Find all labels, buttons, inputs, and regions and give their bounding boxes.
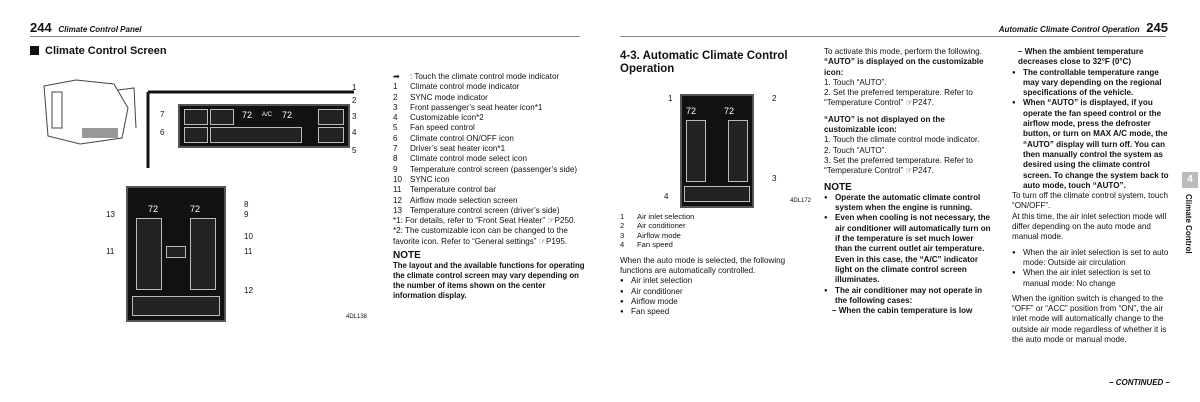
legend-text: Driver’s seat heater icon*1 bbox=[410, 144, 506, 154]
note-sub: – When the cabin temperature is low bbox=[832, 306, 973, 316]
legend-text: Fan speed bbox=[637, 240, 673, 250]
mode-indicator: A/C bbox=[262, 112, 273, 118]
callout-3: 3 bbox=[772, 174, 777, 183]
legend-text: Climate control mode select icon bbox=[410, 154, 527, 164]
climate-screen-auto bbox=[680, 94, 754, 208]
callout-11-left: 11 bbox=[106, 247, 115, 256]
bullet-item bbox=[1012, 248, 1170, 269]
bullet-item bbox=[824, 286, 992, 307]
legend-text: SYNC mode indicator bbox=[410, 92, 488, 102]
header-title: Climate Control Panel bbox=[58, 25, 142, 34]
callout-2: 2 bbox=[352, 96, 357, 105]
bullet-item bbox=[620, 307, 812, 317]
step: 2. Set the preferred temperature. Refer to “Temperature Control” ☞P247. bbox=[824, 88, 973, 108]
case2-steps bbox=[824, 135, 992, 176]
legend-intro: ➡ : Touch the climate control mode indicator bbox=[393, 72, 560, 81]
inlet-items bbox=[1012, 248, 1170, 289]
legend-number: 10 bbox=[393, 174, 403, 184]
bullet-text: The air conditioner may not operate in the following cases: bbox=[835, 285, 983, 305]
right-column bbox=[1012, 47, 1170, 345]
bullet-icon: ● bbox=[1012, 249, 1016, 256]
header-rule bbox=[620, 36, 1166, 37]
right-header bbox=[999, 20, 1168, 35]
step: *2: The customizable icon can be changed to the favorite icon. Refer to “General settings” ☞P195. bbox=[393, 226, 568, 246]
case1-steps bbox=[824, 78, 992, 109]
callout-2: 2 bbox=[772, 94, 777, 103]
bullet-icon: ● bbox=[1012, 100, 1016, 107]
temp-bar-left[interactable] bbox=[686, 120, 706, 182]
legend-item bbox=[393, 196, 586, 206]
legend-item bbox=[393, 175, 586, 185]
legend-item bbox=[620, 231, 812, 240]
bullet-text: When the air inlet selection is set to auto mode: Outside air circulation bbox=[1023, 247, 1169, 267]
bullet-icon: ● bbox=[1012, 270, 1016, 277]
bullet-item bbox=[824, 193, 992, 214]
bullet-item bbox=[1012, 268, 1170, 289]
step: 2. Touch “AUTO”. bbox=[824, 145, 887, 155]
bullet-icon: ● bbox=[1012, 69, 1016, 76]
callout-10: 10 bbox=[244, 232, 253, 241]
note-sub: – When the ambient temperature decreases close to 32°F (0°C) bbox=[1018, 47, 1144, 67]
section-title: 4-3. Automatic Climate Control Operation bbox=[620, 50, 788, 75]
chapter-number: 4 bbox=[1182, 172, 1198, 188]
bullet-text: Operate the automatic climate control system when the engine is running. bbox=[835, 192, 981, 213]
temp-left: 72 bbox=[242, 110, 253, 120]
step: 1. Touch the climate control mode indicator. bbox=[824, 135, 980, 145]
legend-number: 3 bbox=[620, 230, 625, 240]
legend-text: SYNC icon bbox=[410, 174, 450, 184]
legend-number: 3 bbox=[393, 102, 398, 112]
callout-12: 12 bbox=[244, 286, 253, 295]
legend-text: Temperature control screen (driver’s side) bbox=[410, 205, 560, 215]
callout-8: 8 bbox=[244, 200, 249, 209]
temp-right: 72 bbox=[282, 110, 293, 120]
figure-legend bbox=[620, 212, 812, 250]
legend-item bbox=[620, 212, 812, 221]
legend-item bbox=[393, 206, 586, 216]
bullet-item bbox=[1012, 98, 1170, 191]
legend-number: 8 bbox=[393, 154, 398, 164]
legend-text: Temperature control bar bbox=[410, 185, 496, 195]
legend-text: Airflow mode selection screen bbox=[410, 195, 518, 205]
legend-item bbox=[393, 144, 586, 154]
legend-number: 12 bbox=[393, 195, 403, 205]
bullet-text: Air conditioner bbox=[631, 286, 683, 296]
climate-screen-top bbox=[178, 104, 350, 148]
col3-items bbox=[1012, 68, 1170, 192]
customizable-icon[interactable] bbox=[318, 127, 344, 143]
temp-right: 72 bbox=[724, 106, 735, 116]
bullet-text: When “AUTO” is displayed, if you operate the fan speed control or the airflow mode, press the defroster button, or turn on MAX A/C mode, the “AUTO” display will turn off. You can then manually control the system as desired using the climate control screen. To change the system back to auto mode, touch “AUTO”. bbox=[1023, 98, 1169, 190]
callout-7: 7 bbox=[160, 110, 165, 119]
legend-item bbox=[393, 93, 586, 103]
callout-6: 6 bbox=[160, 128, 165, 137]
legend-text: Temperature control screen (passenger’s side) bbox=[410, 164, 578, 174]
bullet-text: When the air inlet selection is set to manual mode: No change bbox=[1023, 268, 1151, 288]
bullet-icon: ● bbox=[824, 194, 828, 201]
legend-item bbox=[393, 103, 586, 113]
bullet-text: The controllable temperature range may vary depending on the regional specifications of the vehicle. bbox=[1023, 67, 1162, 98]
legend-number: 1 bbox=[393, 82, 398, 92]
chapter-tab[interactable] bbox=[1182, 172, 1198, 292]
seat-heater-passenger-icon[interactable] bbox=[318, 109, 344, 125]
legend-item bbox=[393, 154, 586, 164]
legend-item bbox=[620, 221, 812, 230]
bullet-text: Fan speed bbox=[631, 307, 670, 317]
legend-number: 11 bbox=[393, 185, 402, 195]
page-number: 244 bbox=[30, 20, 52, 35]
seat-heater-driver-icon[interactable] bbox=[184, 109, 208, 125]
case2-heading: “AUTO” is not displayed on the customizable icon: bbox=[824, 114, 945, 135]
ignition-text: When the ignition switch is changed to the “OFF” or “ACC” position from “ON”, the air inlet mode will automatically change to the outside air mode regardless of whether it is the auto mode or manual mode. bbox=[1012, 293, 1167, 345]
legend-text: Customizable icon*2 bbox=[410, 113, 484, 123]
arrow-icon: ➡ bbox=[393, 72, 400, 81]
bullet-icon: ● bbox=[620, 278, 624, 285]
step: *1: For details, refer to “Front Seat Heater” ☞P250. bbox=[393, 216, 576, 226]
activate-intro: To activate this mode, perform the following. bbox=[824, 47, 982, 56]
temp-bar-right[interactable] bbox=[728, 120, 748, 182]
turn-off-text: To turn off the climate control system, touch “ON/OFF”. bbox=[1012, 191, 1168, 211]
legend-item bbox=[393, 123, 586, 133]
header-rule bbox=[30, 36, 580, 37]
callout-1: 1 bbox=[668, 94, 673, 103]
airflow-mode-selection[interactable] bbox=[132, 296, 220, 316]
square-bullet-icon bbox=[30, 46, 39, 55]
legend-number: 9 bbox=[393, 164, 398, 174]
legend-number: 4 bbox=[620, 240, 625, 250]
legend-text: Air inlet selection bbox=[637, 212, 695, 221]
note-heading: NOTE bbox=[393, 250, 421, 262]
callout-13: 13 bbox=[106, 210, 115, 219]
bullet-icon: ● bbox=[620, 309, 624, 316]
bullet-icon: ● bbox=[824, 287, 828, 294]
legend-number: 6 bbox=[393, 133, 398, 143]
bullet-item bbox=[1012, 68, 1170, 99]
callout-4: 4 bbox=[352, 128, 357, 137]
legend-item bbox=[393, 165, 586, 175]
legend-number: 1 bbox=[620, 212, 625, 221]
callout-5: 5 bbox=[352, 146, 357, 155]
climate-screen-full bbox=[126, 186, 226, 322]
case1-heading: “AUTO” is displayed on the customizable icon: bbox=[824, 57, 984, 77]
console-diagram bbox=[36, 78, 366, 188]
bullet-item bbox=[824, 213, 992, 285]
legend-item bbox=[393, 134, 586, 144]
note-text: The layout and the available functions for operating the climate control screen may vary depending on the number of items shown on the center information display. bbox=[393, 261, 585, 301]
legend-number: 5 bbox=[393, 123, 398, 133]
climate-mode-icon[interactable] bbox=[210, 109, 234, 125]
callout-legend bbox=[393, 72, 586, 301]
legend-text: Air conditioner bbox=[637, 221, 686, 231]
step: 3. Set the preferred temperature. Refer to “Temperature Control” ☞P247. bbox=[824, 155, 973, 176]
header-title: Automatic Climate Control Operation bbox=[998, 25, 1140, 34]
on-off-icon[interactable] bbox=[184, 127, 208, 143]
sync-icon[interactable] bbox=[166, 246, 186, 258]
temp-left: 72 bbox=[686, 106, 697, 116]
legend-text: Climate control ON/OFF icon bbox=[410, 133, 514, 143]
bullet-item bbox=[620, 297, 812, 307]
legend-text: Front passenger’s seat heater icon*1 bbox=[410, 102, 543, 112]
bullet-item bbox=[620, 287, 812, 297]
legend-item bbox=[393, 82, 586, 92]
fan-speed-bar[interactable] bbox=[684, 186, 750, 202]
legend-item bbox=[393, 113, 586, 123]
bullet-item bbox=[620, 276, 812, 286]
at-this-time: At this time, the air inlet selection mode will differ depending on the auto mode and manual mode. bbox=[1012, 211, 1167, 242]
bullet-text: Even when cooling is not necessary, the air conditioner will automatically turn on if the temperature is set much lower than the current outlet air temperature. Even in this case, the “A/C” indicator light on the climate control screen illuminates. bbox=[835, 213, 991, 285]
left-header bbox=[30, 20, 142, 35]
legend-item bbox=[393, 185, 586, 195]
page-number: 245 bbox=[1146, 20, 1168, 35]
legend-number: 13 bbox=[393, 205, 403, 215]
auto-intro: When the auto mode is selected, the following functions are automatically controlled. bbox=[620, 255, 786, 275]
legend-text: Climate control mode indicator bbox=[410, 82, 520, 92]
section-title: Climate Control Screen bbox=[30, 45, 167, 57]
auto-items bbox=[620, 276, 812, 317]
callout-1: 1 bbox=[352, 83, 357, 92]
chapter-label: Climate Control bbox=[1184, 194, 1193, 254]
footnotes bbox=[393, 216, 586, 247]
callout-3: 3 bbox=[352, 112, 357, 121]
bullet-text: Air inlet selection bbox=[631, 276, 693, 286]
bullet-text: Airflow mode bbox=[631, 296, 678, 306]
note-items bbox=[824, 193, 992, 306]
figure-code: 4DL138 bbox=[346, 314, 368, 320]
fan-speed-control[interactable] bbox=[210, 127, 302, 143]
right-page bbox=[600, 0, 1200, 402]
legend-text: Airflow mode bbox=[637, 230, 681, 240]
legend-text: Fan speed control bbox=[410, 123, 475, 133]
legend-number: 2 bbox=[393, 92, 398, 102]
legend-number: 4 bbox=[393, 113, 398, 123]
figure-code: 4DL172 bbox=[790, 198, 812, 204]
legend-item bbox=[620, 240, 812, 249]
legend-number: 2 bbox=[620, 221, 625, 231]
callout-4: 4 bbox=[664, 192, 669, 201]
left-column bbox=[620, 212, 812, 317]
callout-9: 9 bbox=[244, 210, 249, 219]
temp-driver: 72 bbox=[148, 204, 159, 214]
continued: – CONTINUED – bbox=[1109, 378, 1170, 387]
note-heading: NOTE bbox=[824, 181, 852, 193]
temp-passenger: 72 bbox=[190, 204, 201, 214]
bullet-icon: ● bbox=[620, 298, 624, 305]
bullet-icon: ● bbox=[824, 215, 828, 222]
step: 1. Touch “AUTO”. bbox=[824, 77, 887, 87]
temperature-control-bar-passenger[interactable] bbox=[190, 218, 216, 290]
callout-11-right: 11 bbox=[244, 247, 253, 256]
temperature-control-bar-driver[interactable] bbox=[136, 218, 162, 290]
middle-column bbox=[824, 47, 992, 316]
legend-list bbox=[393, 82, 586, 216]
bullet-icon: ● bbox=[620, 288, 624, 295]
legend-number: 7 bbox=[393, 144, 398, 154]
